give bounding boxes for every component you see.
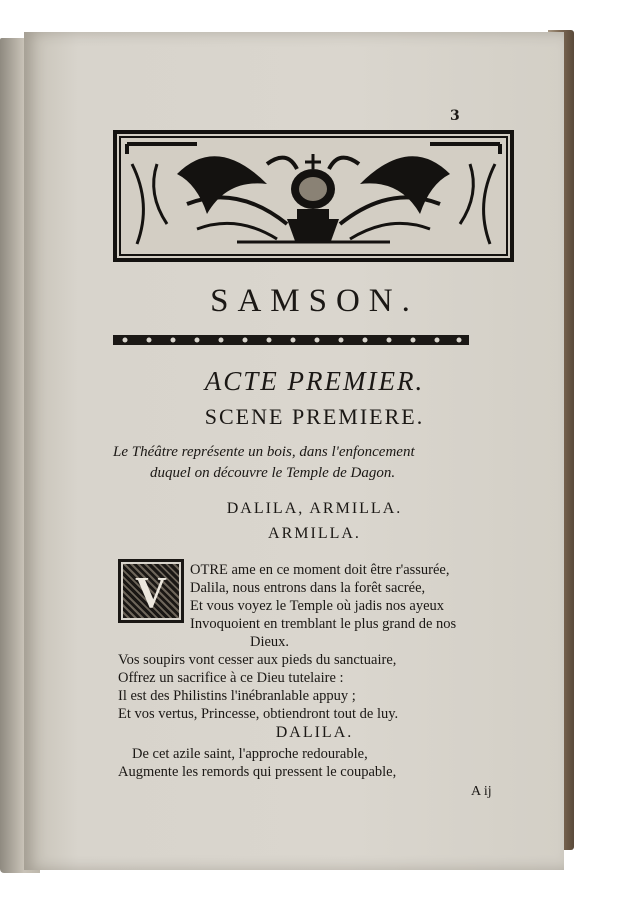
verse-line: OTRE ame en ce moment doit être r'assurée, bbox=[190, 562, 450, 578]
drop-cap-initial bbox=[118, 559, 184, 623]
stage-direction-line: Le Théâtre représente un bois, dans l'enfoncement bbox=[113, 444, 415, 460]
stage-direction-line: duquel on découvre le Temple de Dagon. bbox=[150, 465, 396, 481]
drop-cap-letter: V bbox=[135, 568, 167, 617]
ornament-rule bbox=[113, 333, 469, 347]
verse-line: Offrez un sacrifice à ce Dieu tutelaire : bbox=[118, 670, 344, 686]
verse-line: Invoquoient en tremblant le plus grand de nos bbox=[190, 616, 457, 632]
verse-line: Il est des Philistins l'inébranlable appuy ; bbox=[118, 688, 356, 704]
verse-line: Augmente les remords qui pressent le coupable, bbox=[118, 764, 397, 780]
speaker-name: DALILA. bbox=[275, 724, 354, 741]
verse-line: De cet azile saint, l'approche redourable, bbox=[132, 746, 368, 762]
verse-line: Et vous voyez le Temple où jadis nos ayeux bbox=[190, 598, 445, 614]
verse-line: Dieux. bbox=[250, 634, 290, 650]
play-title: SAMSON. bbox=[210, 283, 419, 319]
headpiece-engraving bbox=[117, 134, 510, 258]
scene-heading: SCENE PREMIERE. bbox=[204, 404, 425, 429]
ornamental-headpiece bbox=[113, 130, 514, 262]
verse-line: Dalila, nous entrons dans la forêt sacrée, bbox=[190, 580, 426, 596]
page-number: 3 bbox=[450, 108, 460, 124]
act-heading: ACTE PREMIER. bbox=[204, 366, 425, 396]
scene-characters: DALILA, ARMILLA. bbox=[226, 500, 403, 517]
verse-line: Vos soupirs vont cesser aux pieds du sanctuaire, bbox=[118, 652, 397, 668]
speaker-name: ARMILLA. bbox=[268, 525, 361, 542]
signature-mark: A ij bbox=[471, 784, 492, 799]
verse-line: Et vos vertus, Princesse, obtiendront tout de luy. bbox=[118, 706, 399, 722]
